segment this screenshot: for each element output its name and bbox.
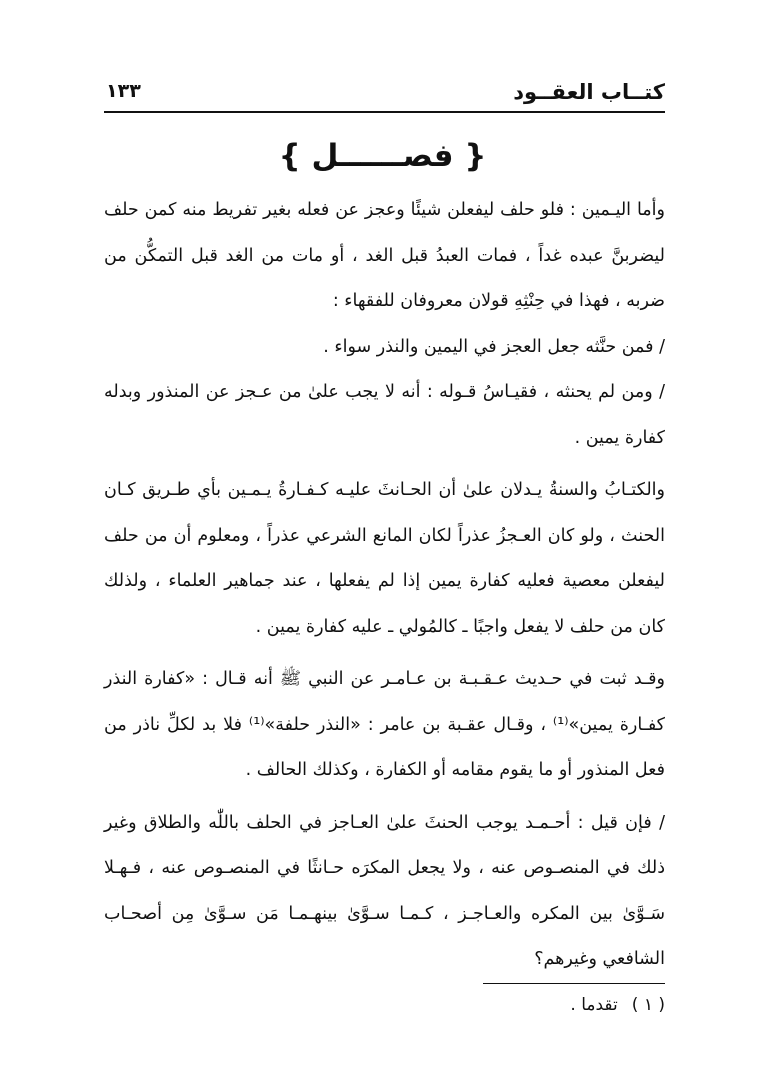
section-heading: { فصــــــل } bbox=[278, 138, 487, 174]
body-text bbox=[104, 188, 665, 983]
running-header-title: كتــاب العقــود bbox=[513, 80, 665, 104]
footnote-text: تقدما . bbox=[570, 995, 618, 1015]
paragraph: / فمن حنَّثه جعل العجز في اليمين والنذر سواء . bbox=[323, 336, 665, 357]
page-number: ١٣٣ bbox=[106, 80, 141, 102]
header-divider bbox=[104, 111, 665, 113]
paragraph: وأما اليـمين : فلو حلف ليفعلن شيئًا وعجز عن فعله بغير تفريط منه كمن حلف ليضربنَّ عبده غداً ، فمات العبدُ قبل الغد ، أو مات من الغد قبل التمكُّن من ضربه ، فهذا في حِنْثِهِ قولان معروفان للفقهاء : bbox=[104, 200, 665, 311]
footnote bbox=[570, 995, 665, 1015]
paragraph: وقـد ثبت في حـديث عـقـبـة بن عـامـر عن النبي ﷺ أنه قـال : «كفارة النذر كفـارة يمين»⁽¹⁾ ، وقـال عقـبة بن عامر : «النذر حلفة»⁽¹⁾ فلا بد لكلِّ ناذر من فعل المنذور أو ما يقوم مقامه أو الكفارة ، وكذلك الحالف . bbox=[104, 669, 666, 780]
paragraph: والكتـابُ والسنةُ يـدلان علىٰ أن الحـانثَ عليـه كـفـارةُ يـمـين بأي طـريق كـان الحنث ، ولو كان العـجزُ عذراً لكان المانع الشرعي عذراً ، ومعلوم أن من حلف ليفعلن معصية فعليه كفارة يمين إذا لم يفعلها ، عند جماهير العلماء ، ولذلك كان من حلف لا يفعل واجبًا ـ كالمُولي ـ عليه كفارة يمين . bbox=[104, 480, 665, 637]
paragraph: / ومن لم يحنثه ، فقيـاسُ قـوله : أنه لا يجب علىٰ من عـجز عن المنذور وبدله كفارة يمين . bbox=[104, 382, 665, 448]
footnote-marker: ( ١ ) bbox=[631, 995, 665, 1015]
footnote-divider bbox=[483, 983, 665, 984]
paragraph: / فإن قيل : أحـمـد يوجب الحنثَ علىٰ العـاجز في الحلف باللّٰه والطلاق وغير ذلك في المنصـوص عنه ، ولا يجعل المكرَه حـانثًا في المنصـوص عنه ، فـهـلا سَـوَّىٰ بين المكره والعـاجـز ، كـمـا سـوَّىٰ بينهـمـا مَن سـوَّىٰ مِن أصحـاب الشافعي وغيرهم؟ bbox=[104, 812, 665, 969]
